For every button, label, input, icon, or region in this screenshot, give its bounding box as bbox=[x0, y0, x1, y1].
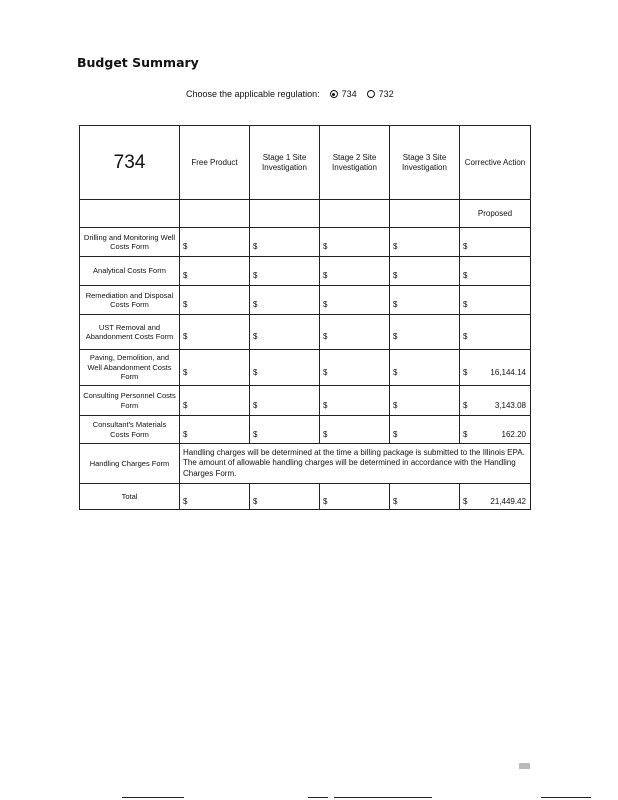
regulation-selector bbox=[186, 89, 394, 99]
column-header: Free Product bbox=[180, 126, 250, 200]
amount-cell[interactable]: $ bbox=[390, 416, 460, 444]
table-row bbox=[80, 315, 531, 350]
regulation-734-label: 734 bbox=[341, 89, 357, 99]
amount-cell[interactable]: $ bbox=[320, 416, 390, 444]
amount-cell[interactable]: $ bbox=[180, 416, 250, 444]
subheader-cell bbox=[250, 200, 320, 228]
amount-cell[interactable]: $ bbox=[250, 350, 320, 386]
regulation-prompt: Choose the applicable regulation: bbox=[186, 89, 320, 99]
regulation-732-radio[interactable] bbox=[367, 90, 375, 98]
table-row bbox=[80, 350, 531, 386]
total-cell[interactable]: $ bbox=[390, 484, 460, 510]
amount-cell[interactable]: $ bbox=[390, 315, 460, 350]
amount-cell[interactable]: $ bbox=[460, 257, 531, 286]
amount-cell[interactable]: $ bbox=[320, 286, 390, 315]
table-row bbox=[80, 416, 531, 444]
amount-cell[interactable]: $ bbox=[180, 350, 250, 386]
page-title: Budget Summary bbox=[77, 55, 199, 70]
regulation-732-label: 732 bbox=[378, 89, 394, 99]
amount-cell[interactable]: $ bbox=[390, 350, 460, 386]
column-header: Corrective Action bbox=[460, 126, 531, 200]
table-row bbox=[80, 286, 531, 315]
amount-cell[interactable]: $ bbox=[250, 315, 320, 350]
subheader-cell bbox=[80, 200, 180, 228]
row-label: Consultant's Materials Costs Form bbox=[80, 416, 180, 444]
footer-rule bbox=[122, 797, 184, 798]
row-label: Consulting Personnel Costs Form bbox=[80, 386, 180, 416]
subheader-cell bbox=[390, 200, 460, 228]
amount-cell[interactable]: $ bbox=[390, 228, 460, 257]
amount-cell[interactable]: $ bbox=[180, 315, 250, 350]
table-row bbox=[80, 386, 531, 416]
column-header: Stage 2 Site Investigation bbox=[320, 126, 390, 200]
subheader-cell bbox=[320, 200, 390, 228]
row-label: Remediation and Disposal Costs Form bbox=[80, 286, 180, 315]
page-marker bbox=[519, 763, 530, 769]
amount-cell[interactable]: $ bbox=[320, 350, 390, 386]
total-cell[interactable]: $ 21,449.42 bbox=[460, 484, 531, 510]
footer-rule bbox=[308, 797, 328, 798]
total-label: Total bbox=[80, 484, 180, 510]
amount-cell[interactable]: $ bbox=[390, 286, 460, 315]
footer-rule bbox=[541, 797, 591, 798]
amount-cell[interactable]: $ bbox=[180, 286, 250, 315]
proposed-label: Proposed bbox=[460, 200, 531, 228]
amount-cell[interactable]: $ bbox=[460, 286, 531, 315]
subheader-row bbox=[80, 200, 531, 228]
amount-cell[interactable]: $ bbox=[460, 315, 531, 350]
handling-charges-note: Handling charges will be determined at the time a billing package is submitted to the Illinois EPA. The amount of allowable handling charges will be determined in accordance with the Handling Charges Form. bbox=[180, 444, 531, 484]
table-row bbox=[80, 257, 531, 286]
row-label: UST Removal and Abandonment Costs Form bbox=[80, 315, 180, 350]
amount-cell[interactable]: $ bbox=[250, 228, 320, 257]
amount-cell[interactable]: $ bbox=[250, 386, 320, 416]
amount-cell[interactable]: $ bbox=[180, 228, 250, 257]
amount-cell[interactable]: $ bbox=[250, 416, 320, 444]
amount-cell[interactable]: $ bbox=[390, 257, 460, 286]
total-cell[interactable]: $ bbox=[180, 484, 250, 510]
row-label: Analytical Costs Form bbox=[80, 257, 180, 286]
amount-cell[interactable]: $ 162.20 bbox=[460, 416, 531, 444]
row-label: Handling Charges Form bbox=[80, 444, 180, 484]
amount-cell[interactable]: $ bbox=[180, 386, 250, 416]
amount-cell[interactable]: $ bbox=[460, 228, 531, 257]
amount-cell[interactable]: $ 16,144.14 bbox=[460, 350, 531, 386]
footer-rule bbox=[334, 797, 432, 798]
row-label: Paving, Demolition, and Well Abandonment Costs Form bbox=[80, 350, 180, 386]
total-cell[interactable]: $ bbox=[320, 484, 390, 510]
amount-cell[interactable]: $ bbox=[250, 257, 320, 286]
amount-cell[interactable]: $ 3,143.08 bbox=[460, 386, 531, 416]
amount-cell[interactable]: $ bbox=[250, 286, 320, 315]
amount-cell[interactable]: $ bbox=[180, 257, 250, 286]
budget-table bbox=[79, 125, 531, 510]
total-row bbox=[80, 484, 531, 510]
amount-cell[interactable]: $ bbox=[390, 386, 460, 416]
handling-charges-row bbox=[80, 444, 531, 484]
subheader-cell bbox=[180, 200, 250, 228]
regulation-734-radio[interactable] bbox=[330, 90, 338, 98]
column-header: Stage 1 Site Investigation bbox=[250, 126, 320, 200]
row-label: Drilling and Monitoring Well Costs Form bbox=[80, 228, 180, 257]
amount-cell[interactable]: $ bbox=[320, 315, 390, 350]
amount-cell[interactable]: $ bbox=[320, 257, 390, 286]
table-row bbox=[80, 228, 531, 257]
table-header-row bbox=[80, 126, 531, 200]
regulation-number: 734 bbox=[80, 126, 180, 200]
column-header: Stage 3 Site Investigation bbox=[390, 126, 460, 200]
amount-cell[interactable]: $ bbox=[320, 228, 390, 257]
amount-cell[interactable]: $ bbox=[320, 386, 390, 416]
total-cell[interactable]: $ bbox=[250, 484, 320, 510]
